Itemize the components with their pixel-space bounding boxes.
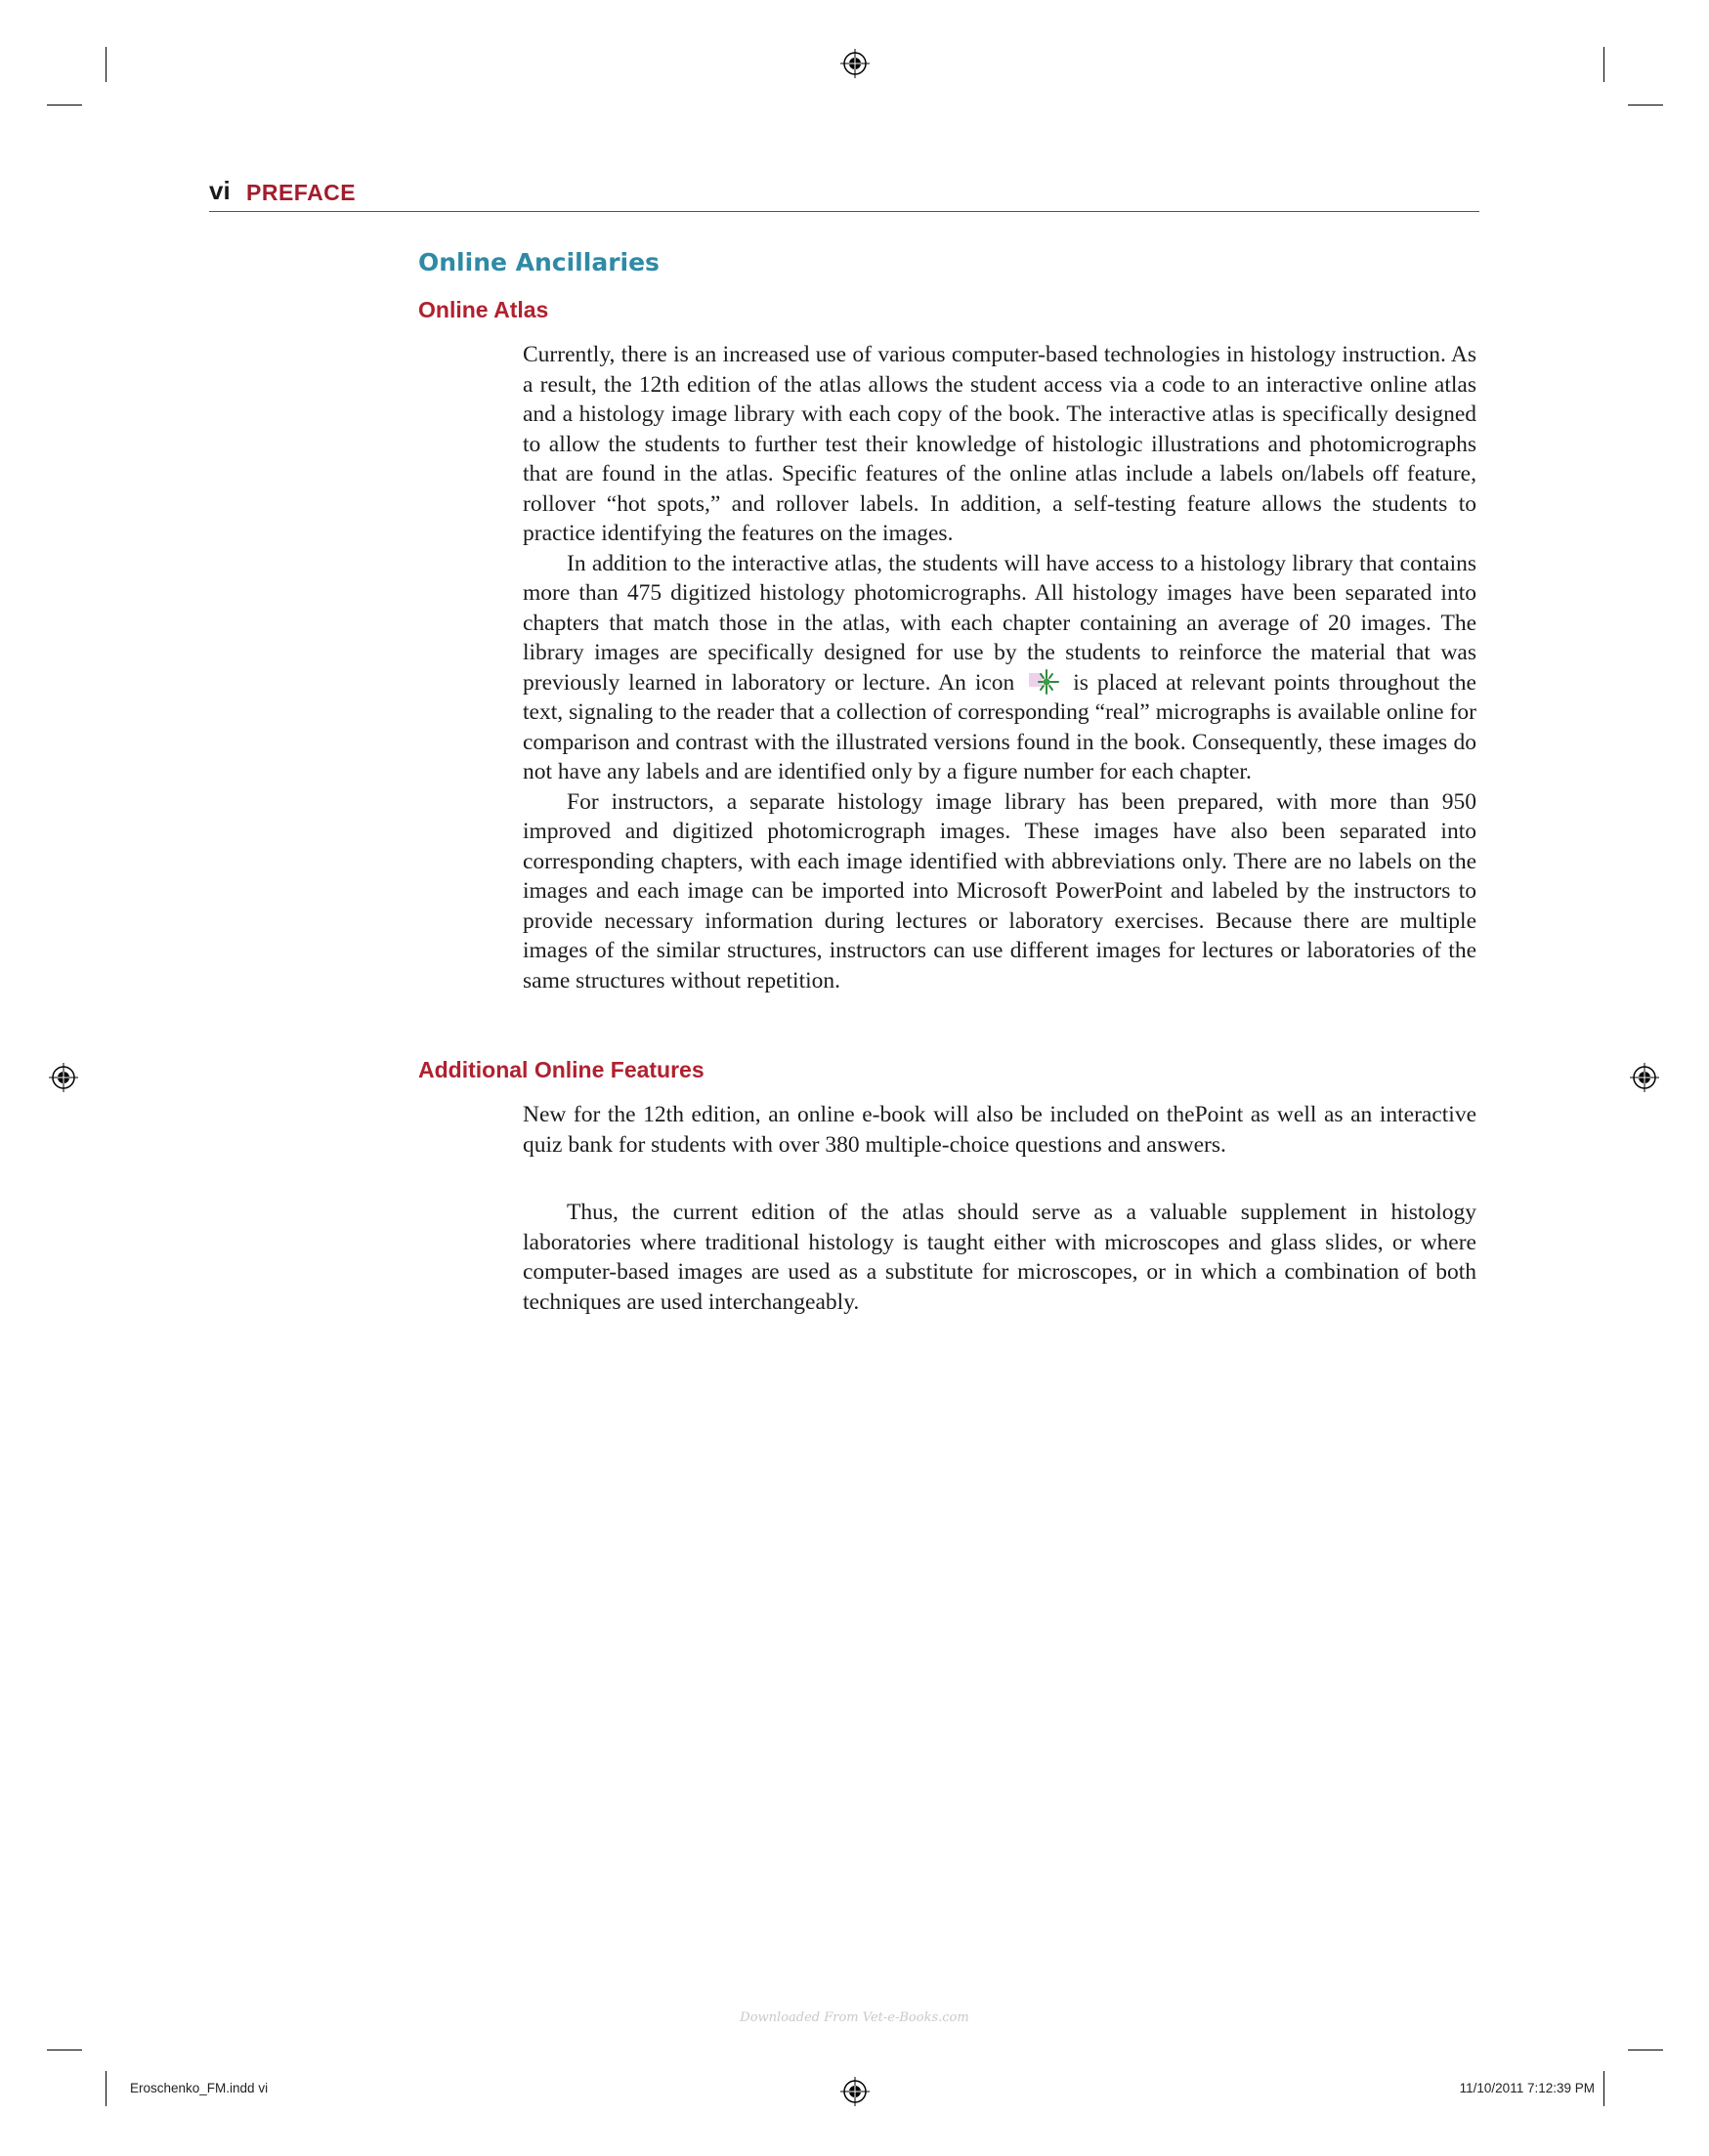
section-heading: Online Ancillaries <box>418 248 660 276</box>
subsection-heading-online-atlas: Online Atlas <box>418 297 549 322</box>
slug-timestamp: 11/10/2011 7:12:39 PM <box>1459 2081 1595 2095</box>
crop-mark <box>1603 2071 1604 2106</box>
crop-mark <box>106 47 107 82</box>
online-atlas-body <box>523 340 1476 995</box>
closing-body <box>523 1198 1476 1317</box>
paragraph: For instructors, a separate histology image library has been prepared, with more than 950 improved and digitized photomicrograph images. These images have also been separated into corresponding chapters, with each image identified with abbreviations only. There are no labels on the images and each image can be imported into Microsoft PowerPoint and labeled by the instructors to provide necessary information during lectures or laboratory exercises. Because there are multiple images of the similar structures, instructors can use different images for lectures or laboratories of the same structures without repetition. <box>523 788 1476 993</box>
crop-mark <box>1628 105 1663 106</box>
running-head <box>209 172 1479 212</box>
registration-mark-icon <box>840 49 870 78</box>
watermark: Downloaded From Vet-e-Books.com <box>740 2010 969 2025</box>
crop-mark <box>47 105 82 106</box>
page-folio: vi <box>209 176 231 205</box>
running-head-title: PREFACE <box>246 180 357 205</box>
paragraph: Currently, there is an increased use of various computer-based technologies in histology instruction. As a result, the 12th edition of the atlas allows the student access via a code to an interactive online atlas and a histology image library with each copy of the book. The interactive atlas is specifically designed to allow the students to further test their knowledge of histologic illustrations and photomicrographs that are found in the atlas. Specific features of the online atlas include a labels on/labels off feature, rollover “hot spots,” and rollover labels. In addition, a self-testing feature allows the students to practice identifying the features on the images. <box>523 342 1476 546</box>
paragraph-text: In addition to the interactive atlas, the students will have access to a histology library that contains more than 475 digitized histology photomicrographs. All histology images have been separated into chapters that match those in the atlas, with each chapter containing an average of 20 images. The library images are specifically designed for use by the students to reinforce the material that was previously learned in laboratory or lecture. An icon <box>523 550 1476 696</box>
additional-features-body <box>523 1100 1476 1160</box>
paragraph: New for the 12th edition, an online e-book will also be included on thePoint as well as an interactive quiz bank for students with over 380 multiple-choice questions and answers. <box>523 1102 1476 1158</box>
subsection-heading-additional-features: Additional Online Features <box>418 1057 705 1082</box>
registration-mark-icon <box>840 2077 870 2106</box>
slug-filename: Eroschenko_FM.indd vi <box>130 2081 269 2095</box>
paragraph: Thus, the current edition of the atlas should serve as a valuable supplement in histology laboratories where traditional histology is taught either with microscopes and glass slides, or where computer-based images are used as a substitute for microscopes, or in which a combination of both techniques are used interchangeably. <box>523 1200 1476 1315</box>
crop-mark <box>106 2071 107 2106</box>
paragraph-text: is placed at relevant points throughout the text, signaling to the reader that a collection of corresponding “real” micrographs is available online for comparison and contrast with the illustrated versions found in the book. Consequently, these images do not have any labels and are identified only by a figure number for each chapter. <box>523 669 1476 784</box>
registration-mark-icon <box>49 1063 78 1092</box>
paragraph <box>523 549 1476 787</box>
registration-mark-icon <box>1630 1063 1659 1092</box>
crop-mark <box>1603 47 1604 82</box>
micrograph-star-icon <box>1027 668 1060 696</box>
